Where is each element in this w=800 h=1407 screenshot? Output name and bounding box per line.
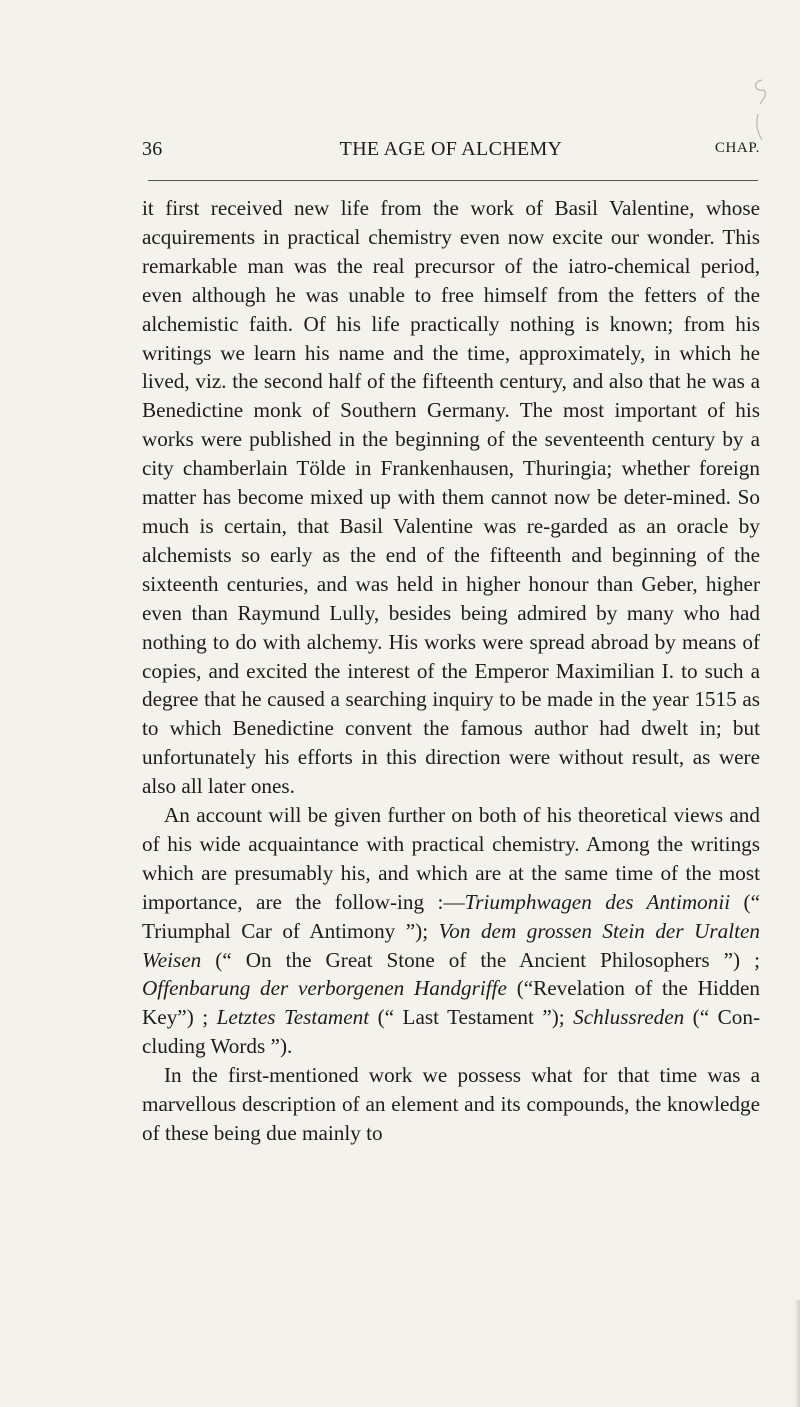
work-translation-offenbarung: (“Revelation of the Hidden Key”) ; <box>142 976 760 1030</box>
work-title-grossen-stein: Von dem grossen Stein der Uralten Weisen <box>142 918 760 972</box>
chapter-label: CHAP. <box>714 140 760 156</box>
work-translation-schlussreden: (“ Con-cluding Words ”). <box>142 1005 760 1059</box>
paragraph-1: it first received new life from the work of Basil Valentine, whose acquirements in practical chemistry even now excite our wonder. This remarkable man was the real precursor of the iatro-chemical period, even although he was unable to free himself from the fetters of the alchemistic faith. Of his life practically nothing is known; from his writings we learn his name and the time, approximately, in which he lived, viz. the second half of the fifteenth century, and also that he was a Benedictine monk of Southern Germany. The most important of his works were published in the beginning of the seventeenth century by a city chamberlain Tölde in Frankenhausen, Thuringia; whether foreign matter has become mixed up with them cannot now be deter-mined. So much is certain, that Basil Valentine was re-garded as an oracle by alchemists so early as the end of the fifteenth and beginning of the sixteenth centuries, and was held in higher honour than Geber, higher even than Raymund Lully, besides being admired by many who had nothing to do with alchemy. His works were spread abroad by means of copies, and excited the interest of the Emperor Maximilian I. to such a degree that he caused a searching inquiry to be made in the year 1515 as to which Benedictine convent the famous author had dwelt in; but unfortunately his efforts in this direction were without result, as were also all later ones. <box>142 196 760 799</box>
work-title-letztes-testament: Letztes Testament <box>216 1005 370 1030</box>
pencil-mark-icon <box>748 74 770 144</box>
work-translation-grossen-stein: (“ On the Great Stone of the Ancient Philosophers ”) ; <box>201 947 760 972</box>
running-header <box>142 138 760 164</box>
paragraph-2 <box>142 801 760 1061</box>
work-translation-letztes-testament: (“ Last Testament ”); <box>369 1005 574 1030</box>
running-title: THE AGE OF ALCHEMY <box>339 138 563 160</box>
work-title-schlussreden: Schlussreden <box>573 1005 685 1030</box>
body-text <box>142 194 760 1148</box>
work-title-offenbarung: Offenbarung der verborgenen Handgriffe <box>142 976 507 1001</box>
work-title-triumphwagen: Triumphwagen des Antimonii <box>464 889 731 914</box>
page-number: 36 <box>142 138 163 160</box>
paragraph-2-intro: An account will be given further on both of his theoretical views and of his wide acquaintance with practical chemistry. Among the writings which are presumably his, and which are at the same time of the most importance, are the follow-ing :— <box>142 803 760 914</box>
page-edge-shadow <box>794 1300 800 1407</box>
paragraph-3: In the first-mentioned work we possess what for that time was a marvellous description of an element and its compounds, the knowledge of these being due mainly to <box>142 1063 760 1145</box>
work-translation-triumphwagen: (“ Triumphal Car of Antimony ”); <box>142 889 761 943</box>
header-rule <box>148 180 758 181</box>
